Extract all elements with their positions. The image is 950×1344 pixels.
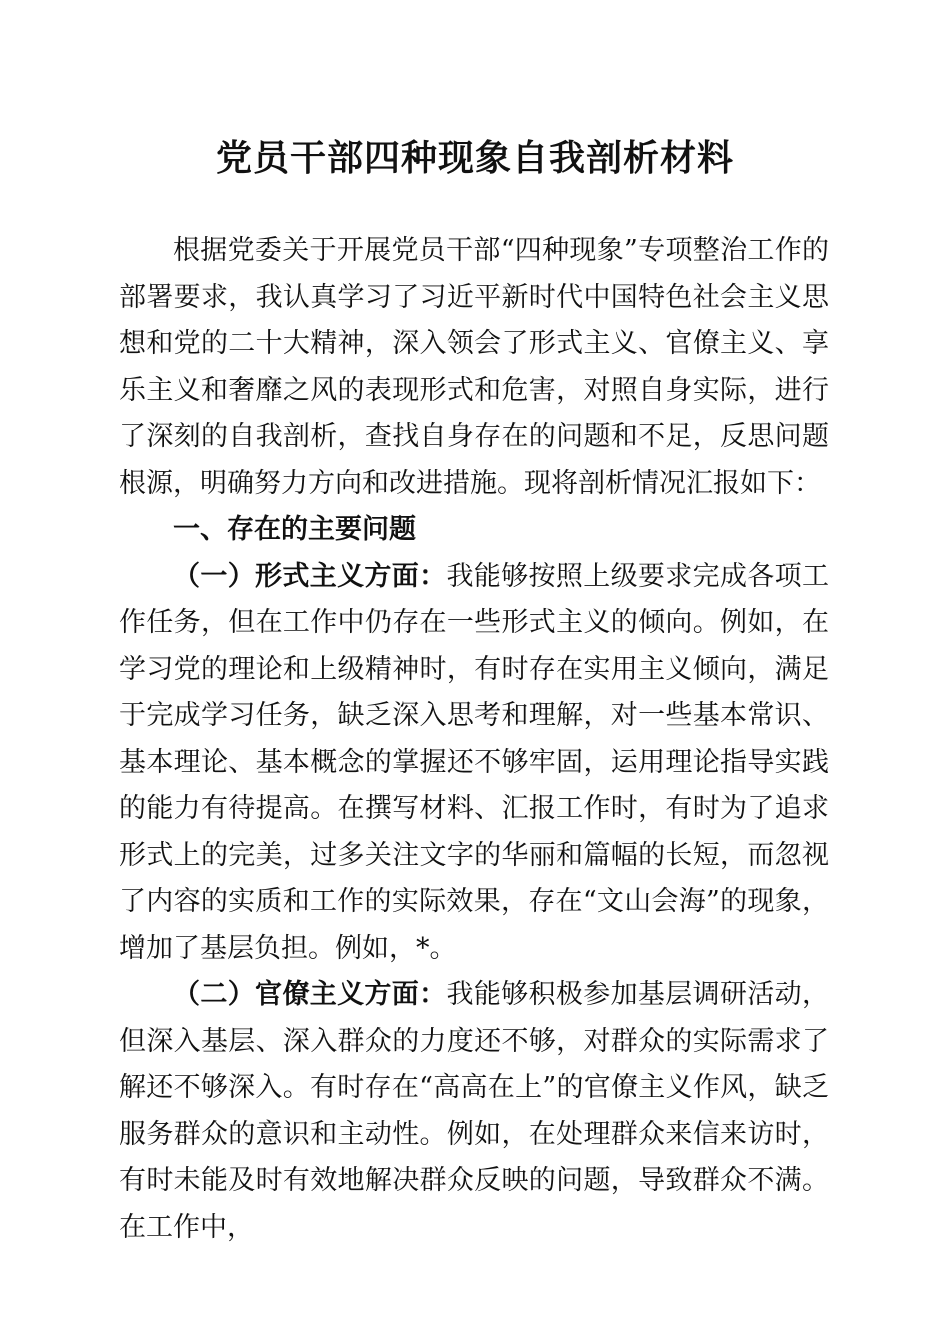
section-heading-main-problems: 一、存在的主要问题 [173,514,416,545]
paragraph-bureaucratism-text: 我能够积极参加基层调研活动，但深入基层、深入群众的力度还不够，对群众的实际需求了解还不够深入。有时存在“高高在上”的官僚主义作风，缺乏服务群众的意识和主动性。例如，在处理群众来信来访时，有时未能及时有效地解决群众反映的问题，导致群众不满。在工作中， [119,979,830,1243]
paragraph-bureaucratism [119,972,829,1251]
document-title: 党员干部四种现象自我剖析材料 [215,137,734,179]
intro-paragraph: 根据党委关于开展党员干部“四种现象”专项整治工作的部署要求，我认真学习了习近平新时代中国特色社会主义思想和党的二十大精神，深入领会了形式主义、官僚主义、享乐主义和奢靡之风的表现形式和危害，对照自身实际，进行了深刻的自我剖析，查找自身存在的问题和不足，反思问题根源，明确努力方向和改进措施。现将剖析情况汇报如下： [119,235,829,499]
subheading-formalism: （一）形式主义方面： [173,560,447,592]
paragraph-formalism-text: 我能够按照上级要求完成各项工作任务，但在工作中仍存在一些形式主义的倾向。例如，在学习党的理论和上级精神时，有时存在实用主义倾向，满足于完成学习任务，缺乏深入思考和理解，对一些基本常识、基本理论、基本概念的掌握还不够牢固，运用理论指导实践的能力有待提高。在撰写材料、汇报工作时，有时为了追求形式上的完美，过多关注文字的华丽和篇幅的长短，而忽视了内容的实质和工作的实际效果，存在“文山会海”的现象，增加了基层负担。例如，*。 [119,560,830,964]
paragraph-formalism [119,554,829,973]
document-body [119,228,829,1251]
subheading-bureaucratism: （二）官僚主义方面： [173,979,447,1010]
